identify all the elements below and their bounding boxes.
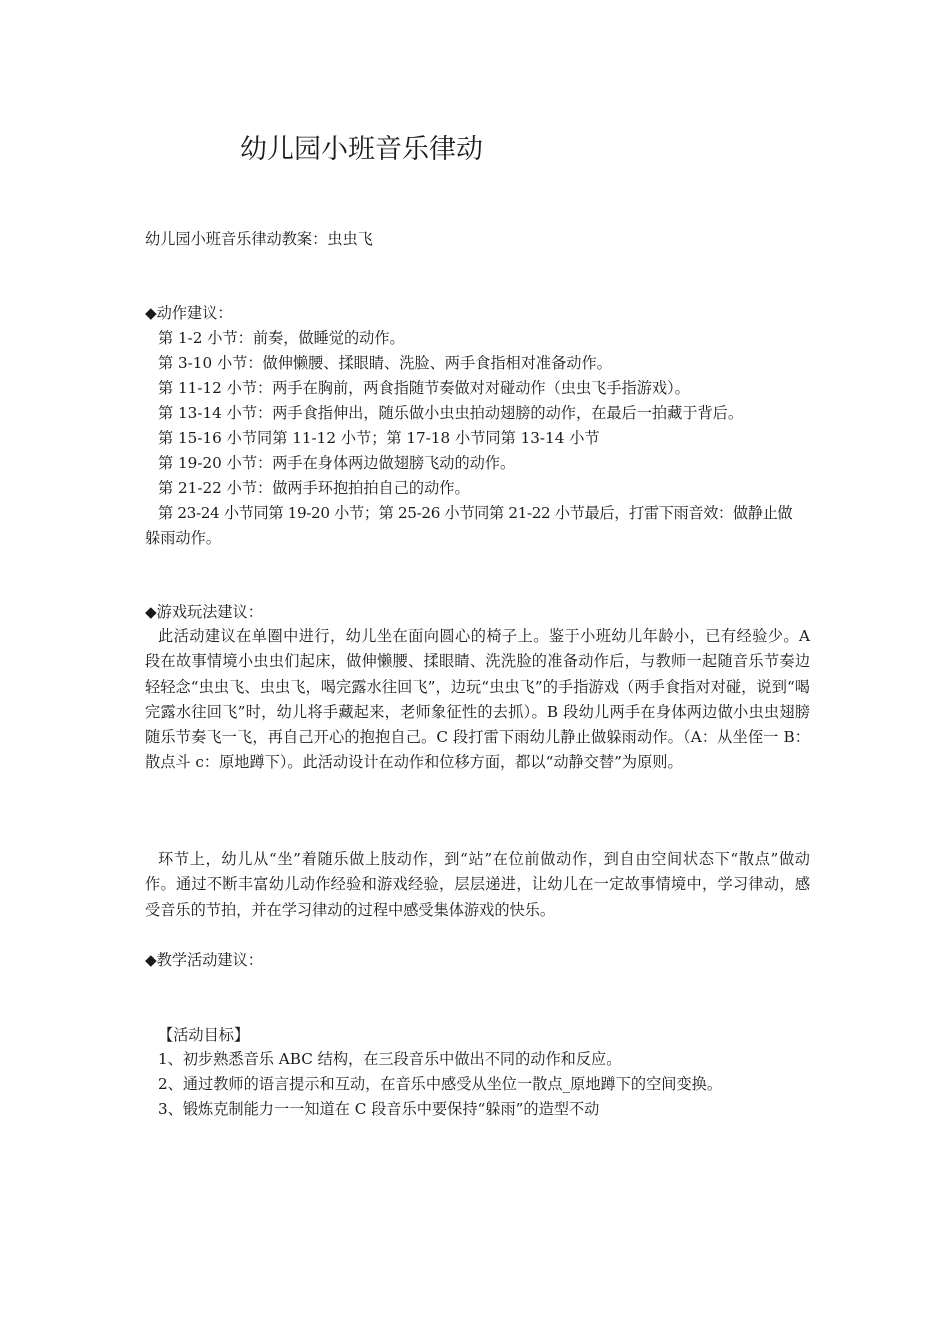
goal-item: 1、初步熟悉音乐 ABC 结构，在三段音乐中做出不同的动作和反应。 xyxy=(158,1050,622,1068)
action-item: 第 21-22 小节：做两手环抱拍拍自己的动作。 xyxy=(158,479,470,497)
action-item-last: 第 23-24 小节同第 19-20 小节；第 25-26 小节同第 21-22 小节最后，打雷下雨音效：做静止做 xyxy=(158,504,793,522)
action-item-last-cont: 躲雨动作。 xyxy=(145,529,221,547)
document-subtitle: 幼儿园小班音乐律动教案：虫虫飞 xyxy=(145,230,373,248)
action-item: 第 13-14 小节：两手食指伸出，随乐做小虫虫拍动翅膀的动作，在最后一拍藏于背后。 xyxy=(158,404,744,422)
goal-item: 3、锻炼克制能力一一知道在 C 段音乐中要保持“躲雨”的造型不动 xyxy=(158,1100,600,1118)
action-item: 第 3-10 小节：做伸懒腰、揉眼睛、洗脸、两手食指相对准备动作。 xyxy=(158,354,612,372)
actions-heading: ◆动作建议： xyxy=(145,304,233,322)
game-heading: ◆游戏玩法建议： xyxy=(145,603,263,621)
game-paragraph: 此活动建议在单圈中进行，幼儿坐在面向圆心的椅子上。鉴于小班幼儿年龄小，已有经验少。A 段在故事情境小虫虫们起床，做伸懒腰、揉眼睛、洗洗脸的准备动作后，与教师一起随音乐节奏边轻轻念“虫虫飞、虫虫飞，喝完露水往回飞”，边玩“虫虫飞”的手指游戏（两手食指对对碰，说到“喝完露水往回飞”时，幼儿将手藏起来，老师象征性的去抓）。B 段幼儿两手在身体两边做小虫虫翅膀随乐节奏飞一飞，再自己开心的抱抱自己。C 段打雷下雨幼儿静止做躲雨动作。（A：从坐侄一 B：散点斗 c：原地蹲下）。此活动设计在动作和位移方面，都以“动静交替”为原则。 xyxy=(145,627,810,772)
action-item: 第 11-12 小节：两手在胸前，两食指随节奏做对对碰动作（虫虫飞手指游戏）。 xyxy=(158,379,690,397)
action-item: 第 19-20 小节：两手在身体两边做翅膀飞动的动作。 xyxy=(158,454,516,472)
links-paragraph: 环节上，幼儿从“坐”着随乐做上肢动作，到“站”在位前做动作，到自由空间状态下“散点”做动作。通过不断丰富幼儿动作经验和游戏经验，层层递进，让幼儿在一定故事情境中，学习律动，感受音乐的节拍，并在学习律动的过程中感受集体游戏的快乐。 xyxy=(145,850,810,919)
document-title: 幼儿园小班音乐律动 xyxy=(240,134,483,165)
action-item: 第 1-2 小节：前奏，做睡觉的动作。 xyxy=(158,329,405,347)
action-item: 第 15-16 小节同第 11-12 小节；第 17-18 小节同第 13-14 小节 xyxy=(158,429,600,447)
teaching-heading: ◆教学活动建议： xyxy=(145,951,263,969)
goal-item: 2、通过教师的语言提示和互动，在音乐中感受从坐位一散点_原地蹲下的空间变换。 xyxy=(158,1075,723,1093)
goals-heading: 【活动目标】 xyxy=(158,1026,250,1044)
